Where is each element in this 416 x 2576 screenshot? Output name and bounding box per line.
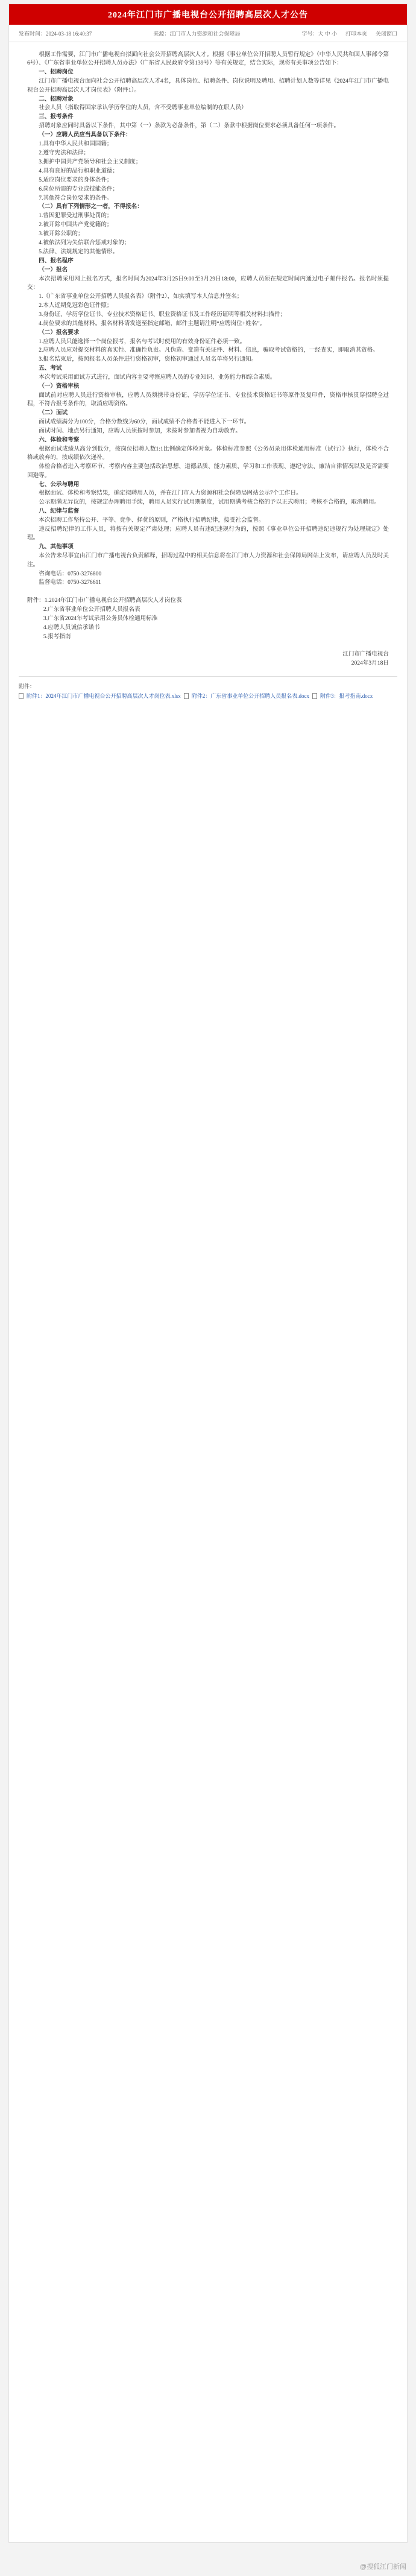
paragraph: 面试成绩满分为100分，合格分数线为60分，面试成绩不合格者不能进入下一环节。 [39, 419, 250, 426]
paragraph: 招聘对象应同时具备以下条件，其中第（一）条款为必备条件，第（二）条款中根据岗位要求必须具备任何一项条件。 [39, 122, 340, 130]
file-icon [312, 693, 317, 699]
paragraph: 1.曾因犯罪受过刑事处罚的； [39, 212, 113, 220]
paragraph: 2.应聘人员应对提交材料的真实性、准确性负责。凡伪造、变造有关证件、材料、信息，骗取考试资格的，一经查实，即取消其资格。 [39, 347, 379, 354]
paragraph: （一）报名 [39, 266, 68, 273]
signature-date: 2024年3月18日 [351, 659, 389, 666]
article-page [8, 4, 408, 2543]
attachment-note: 4.应聘人员诚信承诺书 [43, 624, 100, 631]
paragraph: （二）面试 [39, 410, 68, 417]
attachment-list [19, 676, 397, 701]
attachment-note: 2.广东省事业单位公开招聘人员报名表 [43, 606, 140, 613]
page-title: 2024年江门市广播电视台公开招聘高层次人才公告 [108, 11, 308, 20]
paragraph: 7.其他符合岗位要求的条件。 [39, 194, 113, 201]
paragraph: 一、招聘岗位 [39, 69, 74, 76]
paragraph: 1.应聘人员只能选择一个岗位报考，报名与考试时使用的有效身份证件必须一致。 [39, 338, 246, 345]
attachment-item[interactable] [184, 691, 309, 701]
attachment-items [19, 691, 397, 701]
paragraph: （一）资格审核 [39, 383, 80, 390]
paragraph: 本公告未尽事宜由江门市广播电视台负责解释，招聘过程中的相关信息将在江门市人力资源和社会保障局网站上发布，请应聘人员及时关注。 [27, 552, 389, 568]
paragraph: 4.岗位要求的其他材料。报名材料请发送至指定邮箱，邮件主题请注明“应聘岗位+姓名”。 [39, 320, 266, 327]
paragraph: 八、纪律与监督 [39, 508, 80, 515]
paragraph: 本次招聘工作坚持公开、平等、竞争、择优的原则，严格执行招聘纪律，接受社会监督。 [39, 517, 265, 524]
paragraph: 6.岗位所需的专业或技能条件； [39, 185, 119, 192]
file-icon [19, 693, 24, 699]
paragraph-list [27, 51, 389, 587]
paragraph: 九、其他事项 [39, 543, 74, 551]
attachment-link[interactable]: 附件1：2024年江门市广播电视台公开招聘高层次人才岗位表.xlsx [27, 693, 181, 700]
watermark: @搜狐江门新闻 [359, 2563, 406, 2571]
paragraph: 面试前对应聘人员进行资格审核，应聘人员须携带身份证、学历学位证书、专业技术资格证书等原件及复印件，资格审核贯穿招聘全过程，不符合报考条件的，取消应聘资格。 [27, 391, 389, 408]
attachment-item[interactable] [19, 691, 181, 701]
attachment-item[interactable] [312, 691, 373, 701]
paragraph: 监督电话：0750-3276611 [39, 579, 101, 586]
paragraph: 4.被依法列为失信联合惩戒对象的； [39, 239, 130, 247]
paragraph: 本次考试采用面试方式进行，面试内容主要考察应聘人员的专业知识、业务能力和综合素质。 [39, 374, 276, 381]
paragraph: 1.具有中华人民共和国国籍； [39, 141, 113, 148]
title-bar [9, 4, 407, 25]
attachment-note: 3.广东省2024年考试录用公务员体检通用标准 [43, 615, 158, 622]
paragraph: 四、报名程序 [39, 257, 74, 264]
paragraph: 3.拥护中国共产党领导和社会主义制度； [39, 158, 142, 165]
paragraph: 社会人员（指取得国家承认学历学位的人员，含不受聘事业单位编制的在职人员） [39, 104, 247, 112]
paragraph: 三、报考条件 [39, 113, 74, 121]
attachment-notes [27, 597, 389, 641]
paragraph: 根据面试成绩从高分到低分，按岗位招聘人数1:1比例确定体检对象。体检标准参照《公务员录用体检通用标准（试行）》执行，体检不合格或放弃的，按成绩依次递补。 [27, 445, 389, 461]
file-icon [184, 693, 189, 699]
attachment-note: 5.报考指南 [43, 633, 71, 640]
meta-bar [9, 25, 407, 42]
font-size-control[interactable]: 字号：大 中 小 [301, 31, 337, 37]
paragraph: 体检合格者进入考察环节，考察内容主要包括政治思想、道德品质、能力素质、学习和工作表现、遵纪守法、廉洁自律情况以及是否需要回避等。 [27, 463, 389, 479]
paragraph: 违反招聘纪律的工作人员，将按有关规定严肃处理；应聘人员有违纪违规行为的，按照《事业单位公开招聘违纪违规行为处理规定》处理。 [27, 526, 389, 542]
paragraph: 七、公示与聘用 [39, 481, 80, 488]
spacer [27, 641, 389, 650]
paragraph: 江门市广播电视台面向社会公开招聘高层次人才4名，具体岗位、招聘条件、岗位说明及聘用、招聘计划人数等详见《2024年江门市广播电视台公开招聘高层次人才岗位表》（附件1）。 [27, 78, 389, 93]
attachment-note: 附件：1.2024年江门市广播电视台公开招聘高层次人才岗位表 [27, 597, 182, 604]
paragraph: 2.本人近期免冠彩色证件照； [39, 302, 113, 309]
attachment-title: 附件： [19, 683, 36, 690]
paragraph: （二）具有下列情形之一者，不得报名： [39, 203, 143, 210]
signature-org: 江门市广播电视台 [342, 650, 389, 657]
paragraph: （一）应聘人员应当具备以下条件： [39, 131, 131, 139]
paragraph: 5.适应岗位要求的身体条件； [39, 176, 113, 183]
paragraph: 3.身份证、学历学位证书、专业技术资格证书、职业资格证书及工作经历证明等相关材料扫描件； [39, 311, 286, 318]
paragraph: 2.被开除中国共产党党籍的； [39, 221, 113, 229]
attachment-link[interactable]: 附件3：报考指南.docx [320, 693, 373, 700]
paragraph: 二、招聘对象 [39, 95, 74, 103]
paragraph: 本次招聘采用网上报名方式，报名时间为2024年3月25日9:00至3月29日18:00，应聘人员须在规定时间内通过电子邮件报名。报名时须提交： [27, 275, 389, 291]
paragraph: 2.遵守宪法和法律； [39, 149, 90, 156]
paragraph: 3.被开除公职的； [39, 230, 84, 238]
paragraph: 5.法律、法规规定的其他情形。 [39, 248, 119, 255]
paragraph: 公示期满无异议的，按规定办理聘用手续，聘用人员实行试用期制度，试用期满考核合格的予以正式聘用；考核不合格的，取消聘用。 [39, 499, 380, 506]
paragraph: 3.报名结束后，按照报名人员条件进行资格初审，资格初审通过人员名单将另行通知。 [39, 356, 257, 363]
paragraph: （二）报名要求 [39, 329, 80, 336]
paragraph: 咨询电话：0750-3276800 [39, 570, 102, 577]
publish-date: 发布时间：2024-03-18 16:40:37 [19, 31, 92, 37]
paragraph: 六、体检和考察 [39, 436, 80, 443]
paragraph: 面试时间、地点另行通知，应聘人员须按时参加，未按时参加者视为自动放弃。 [39, 428, 241, 435]
paragraph: 根据面试、体检和考察结果，确定拟聘用人员，并在江门市人力资源和社会保障局网站公示7个工作日。 [39, 490, 302, 497]
paragraph: 4.具有良好的品行和职业道德； [39, 167, 119, 174]
paragraph: 1.《广东省事业单位公开招聘人员报名表》（附件2），如实填写本人信息并签名； [39, 293, 243, 300]
paragraph: 根据工作需要，江门市广播电视台拟面向社会公开招聘高层次人才。根据《事业单位公开招聘人员暂行规定》（中华人民共和国人事部令第6号）、《广东省事业单位公开招聘人员办法》（广东省人民政府令第139号）等有关规定，结合实际，现将有关事项公告如下： [27, 51, 389, 67]
paragraph: 五、考试 [39, 365, 62, 372]
spacer [27, 587, 389, 596]
attachment-link[interactable]: 附件2：广东省事业单位公开招聘人员报名表.docx [191, 693, 310, 700]
print-button[interactable]: 打印本页 [345, 31, 367, 37]
close-button[interactable]: 关闭窗口 [375, 31, 397, 37]
source: 来源：江门市人力资源和社会保障局 [153, 31, 241, 37]
article-body [9, 42, 407, 668]
